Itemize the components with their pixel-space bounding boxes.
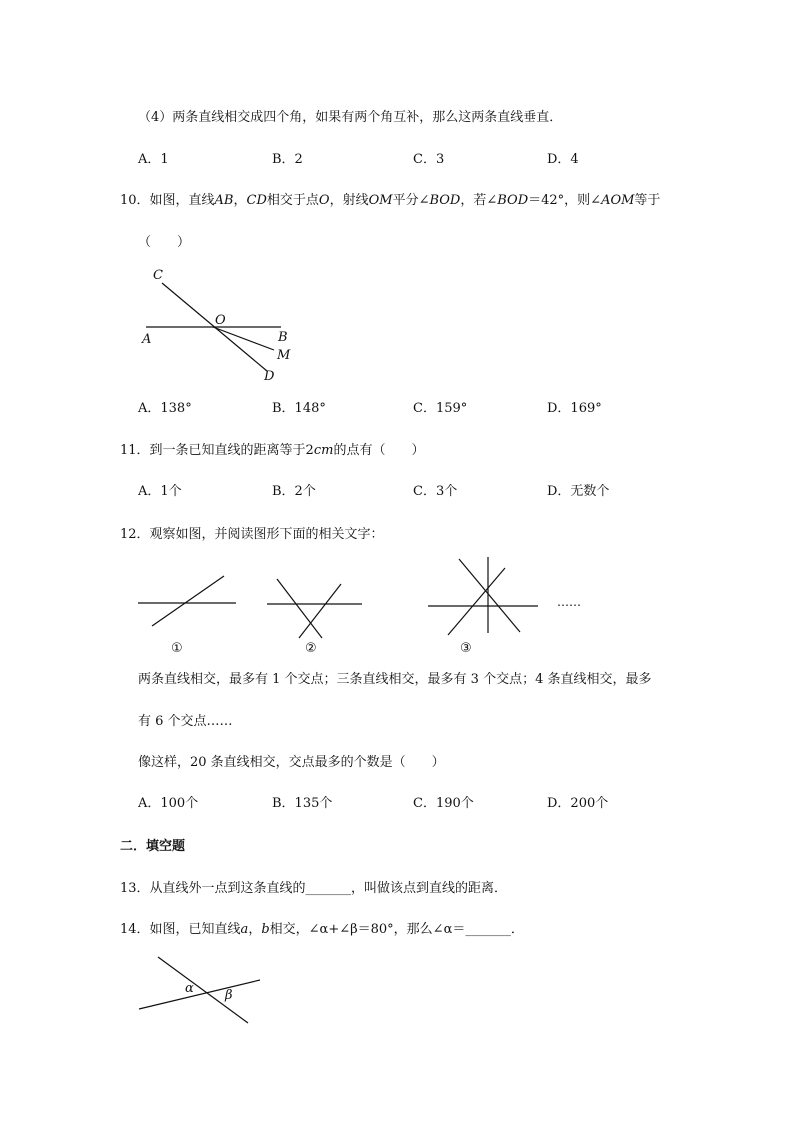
q10-answer-paren: （ ） [138, 235, 191, 250]
q10-option-d: D．169° [547, 401, 602, 416]
label-o: O [215, 313, 226, 328]
q10-option-a: A．138° [138, 401, 192, 416]
q14-stem: 14．如图，已知直线a，b相交，∠α+∠β＝80°，那么∠α＝_______． [120, 922, 524, 937]
fig3-label: ③ [460, 641, 472, 656]
q14-answer-blank[interactable]: _______ [465, 922, 511, 937]
q9-option-c: C．3 [413, 152, 445, 167]
q10-option-b: B．148° [272, 401, 326, 416]
q13-stem: 13．从直线外一点到这条直线的_______，叫做该点到直线的距离． [120, 881, 508, 896]
label-d: D [264, 369, 275, 384]
q11-option-d: D．无数个 [547, 484, 610, 499]
fig-ellipsis: …… [557, 595, 581, 609]
q12-option-d: D．200个 [547, 796, 609, 811]
q9-option-a: A．1 [138, 152, 169, 167]
fig2-label: ② [305, 641, 317, 656]
q10-option-c: C．159° [413, 401, 468, 416]
q12-text-line-1: 两条直线相交，最多有 1 个交点；三条直线相交，最多有 3 个交点；4 条直线相交，最多 [138, 672, 652, 687]
label-b: B [278, 330, 288, 345]
line-a [158, 957, 248, 1023]
q11-option-c: C．3个 [413, 484, 458, 499]
fig1-label: ① [171, 641, 183, 656]
label-alpha: α [185, 981, 194, 996]
line-b [139, 980, 260, 1009]
label-c: C [153, 268, 163, 283]
label-beta: β [225, 988, 233, 1003]
q9-option-d: D．4 [547, 152, 579, 167]
q10-stem: 10．如图，直线AB，CD相交于点O，射线OM平分∠BOD，若∠BOD＝42°，则∠AOM等于 [120, 193, 661, 208]
q11-option-b: B．2个 [272, 484, 316, 499]
q12-option-b: B．135个 [272, 796, 333, 811]
q12-stem: 12．观察如图，并阅读图形下面的相关文字： [120, 527, 384, 542]
section-fill-in-title: 二．填空题 [120, 839, 186, 854]
q12-question: 像这样，20 条直线相交，交点最多的个数是（ ） [138, 755, 445, 770]
label-m: M [277, 348, 291, 363]
q9-item-4: （4）两条直线相交成四个角，如果有两个角互补，那么这两条直线垂直． [138, 110, 563, 125]
q12-text-line-2: 有 6 个交点…… [138, 714, 233, 729]
q12-option-c: C．190个 [413, 796, 474, 811]
q12-option-a: A．100个 [138, 796, 199, 811]
q11-option-a: A．1个 [138, 484, 182, 499]
label-a: A [142, 332, 152, 347]
q9-option-b: B．2 [272, 152, 303, 167]
q11-stem: 11．到一条已知直线的距离等于2cm的点有（ ） [120, 443, 425, 458]
